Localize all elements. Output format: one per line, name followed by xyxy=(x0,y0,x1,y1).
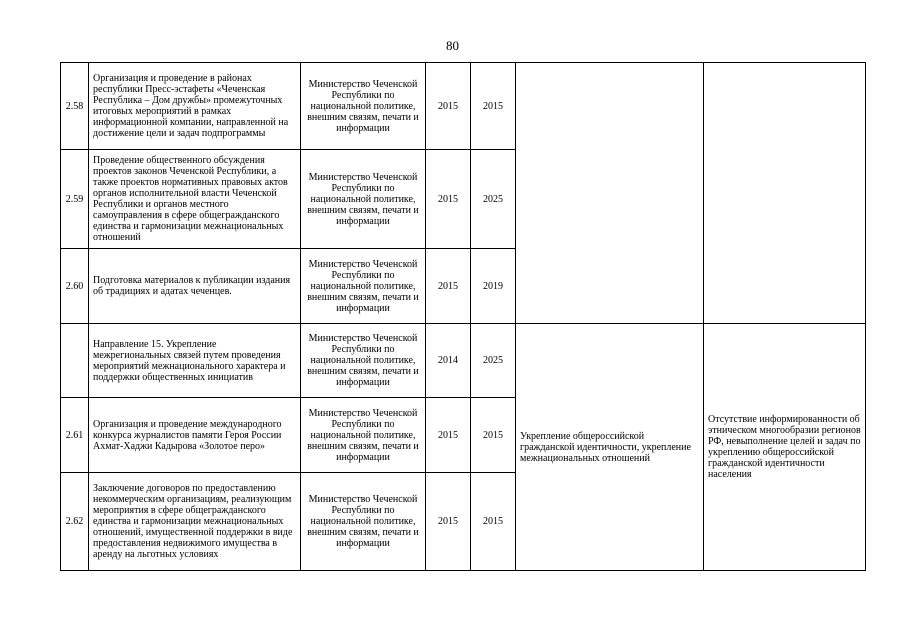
risk-cell: Отсутствие информированности об этническом многообразии регионов РФ, невыполнение целей и задач по укреплению общероссийской гражданской идентичности населения xyxy=(704,324,866,571)
end-year: 2025 xyxy=(471,324,516,398)
measure-description: Проведение общественного обсуждения проектов законов Чеченской Республики, а также проектов нормативных правовых актов органов исполнительной власти Чеченской Республики и органов местного самоуправления в сфере общегражданского единства и гармонизации межнациональных отношений xyxy=(89,150,301,249)
end-year: 2015 xyxy=(471,63,516,150)
start-year: 2015 xyxy=(426,473,471,571)
row-number: 2.62 xyxy=(61,473,89,571)
empty-risk-cell xyxy=(704,63,866,324)
empty-goal-cell xyxy=(516,63,704,324)
page-number: 80 xyxy=(446,38,459,53)
end-year: 2015 xyxy=(471,473,516,571)
start-year: 2015 xyxy=(426,398,471,473)
executor: Министерство Чеченской Республики по национальной политике, внешним связям, печати и информации xyxy=(301,398,426,473)
measure-description: Направление 15. Укрепление межрегиональных связей путем проведения мероприятий межнационального характера и поддержки общественных инициатив xyxy=(89,324,301,398)
end-year: 2019 xyxy=(471,249,516,324)
goal-cell: Укрепление общероссийской гражданской идентичности, укрепление межнациональных отношений xyxy=(516,324,704,571)
measure-description: Заключение договоров по предоставлению некоммерческим организациям, реализующим мероприятия в сфере общегражданского единства и гармонизации межнациональных отношений, имущественной поддержки в виде предоставления недвижимого имущества в аренду на льготных условиях xyxy=(89,473,301,571)
table-row xyxy=(61,63,866,150)
measure-description: Организация и проведение в районах республики Пресс-эстафеты «Чеченская Республика – Дом дружбы» промежуточных итоговых мероприятий в рамках информационной компании, направленной на достижение цели и задач подпрограммы xyxy=(89,63,301,150)
measure-description: Подготовка материалов к публикации издания об традициях и адатах чеченцев. xyxy=(89,249,301,324)
executor: Министерство Чеченской Республики по национальной политике, внешним связям, печати и информации xyxy=(301,473,426,571)
start-year: 2015 xyxy=(426,63,471,150)
start-year: 2015 xyxy=(426,150,471,249)
executor: Министерство Чеченской Республики по национальной политике, внешним связям, печати и информации xyxy=(301,249,426,324)
row-number: 2.61 xyxy=(61,398,89,473)
row-number xyxy=(61,324,89,398)
executor: Министерство Чеченской Республики по национальной политике, внешним связям, печати и информации xyxy=(301,150,426,249)
start-year: 2014 xyxy=(426,324,471,398)
end-year: 2025 xyxy=(471,150,516,249)
start-year: 2015 xyxy=(426,249,471,324)
row-number: 2.58 xyxy=(61,63,89,150)
executor: Министерство Чеченской Республики по национальной политике, внешним связям, печати и информации xyxy=(301,63,426,150)
row-number: 2.59 xyxy=(61,150,89,249)
program-table xyxy=(60,62,866,571)
table-row xyxy=(61,324,866,398)
executor: Министерство Чеченской Республики по национальной политике, внешним связям, печати и информации xyxy=(301,324,426,398)
measure-description: Организация и проведение международного конкурса журналистов памяти Героя России Ахмат-Хаджи Кадырова «Золотое перо» xyxy=(89,398,301,473)
row-number: 2.60 xyxy=(61,249,89,324)
end-year: 2015 xyxy=(471,398,516,473)
